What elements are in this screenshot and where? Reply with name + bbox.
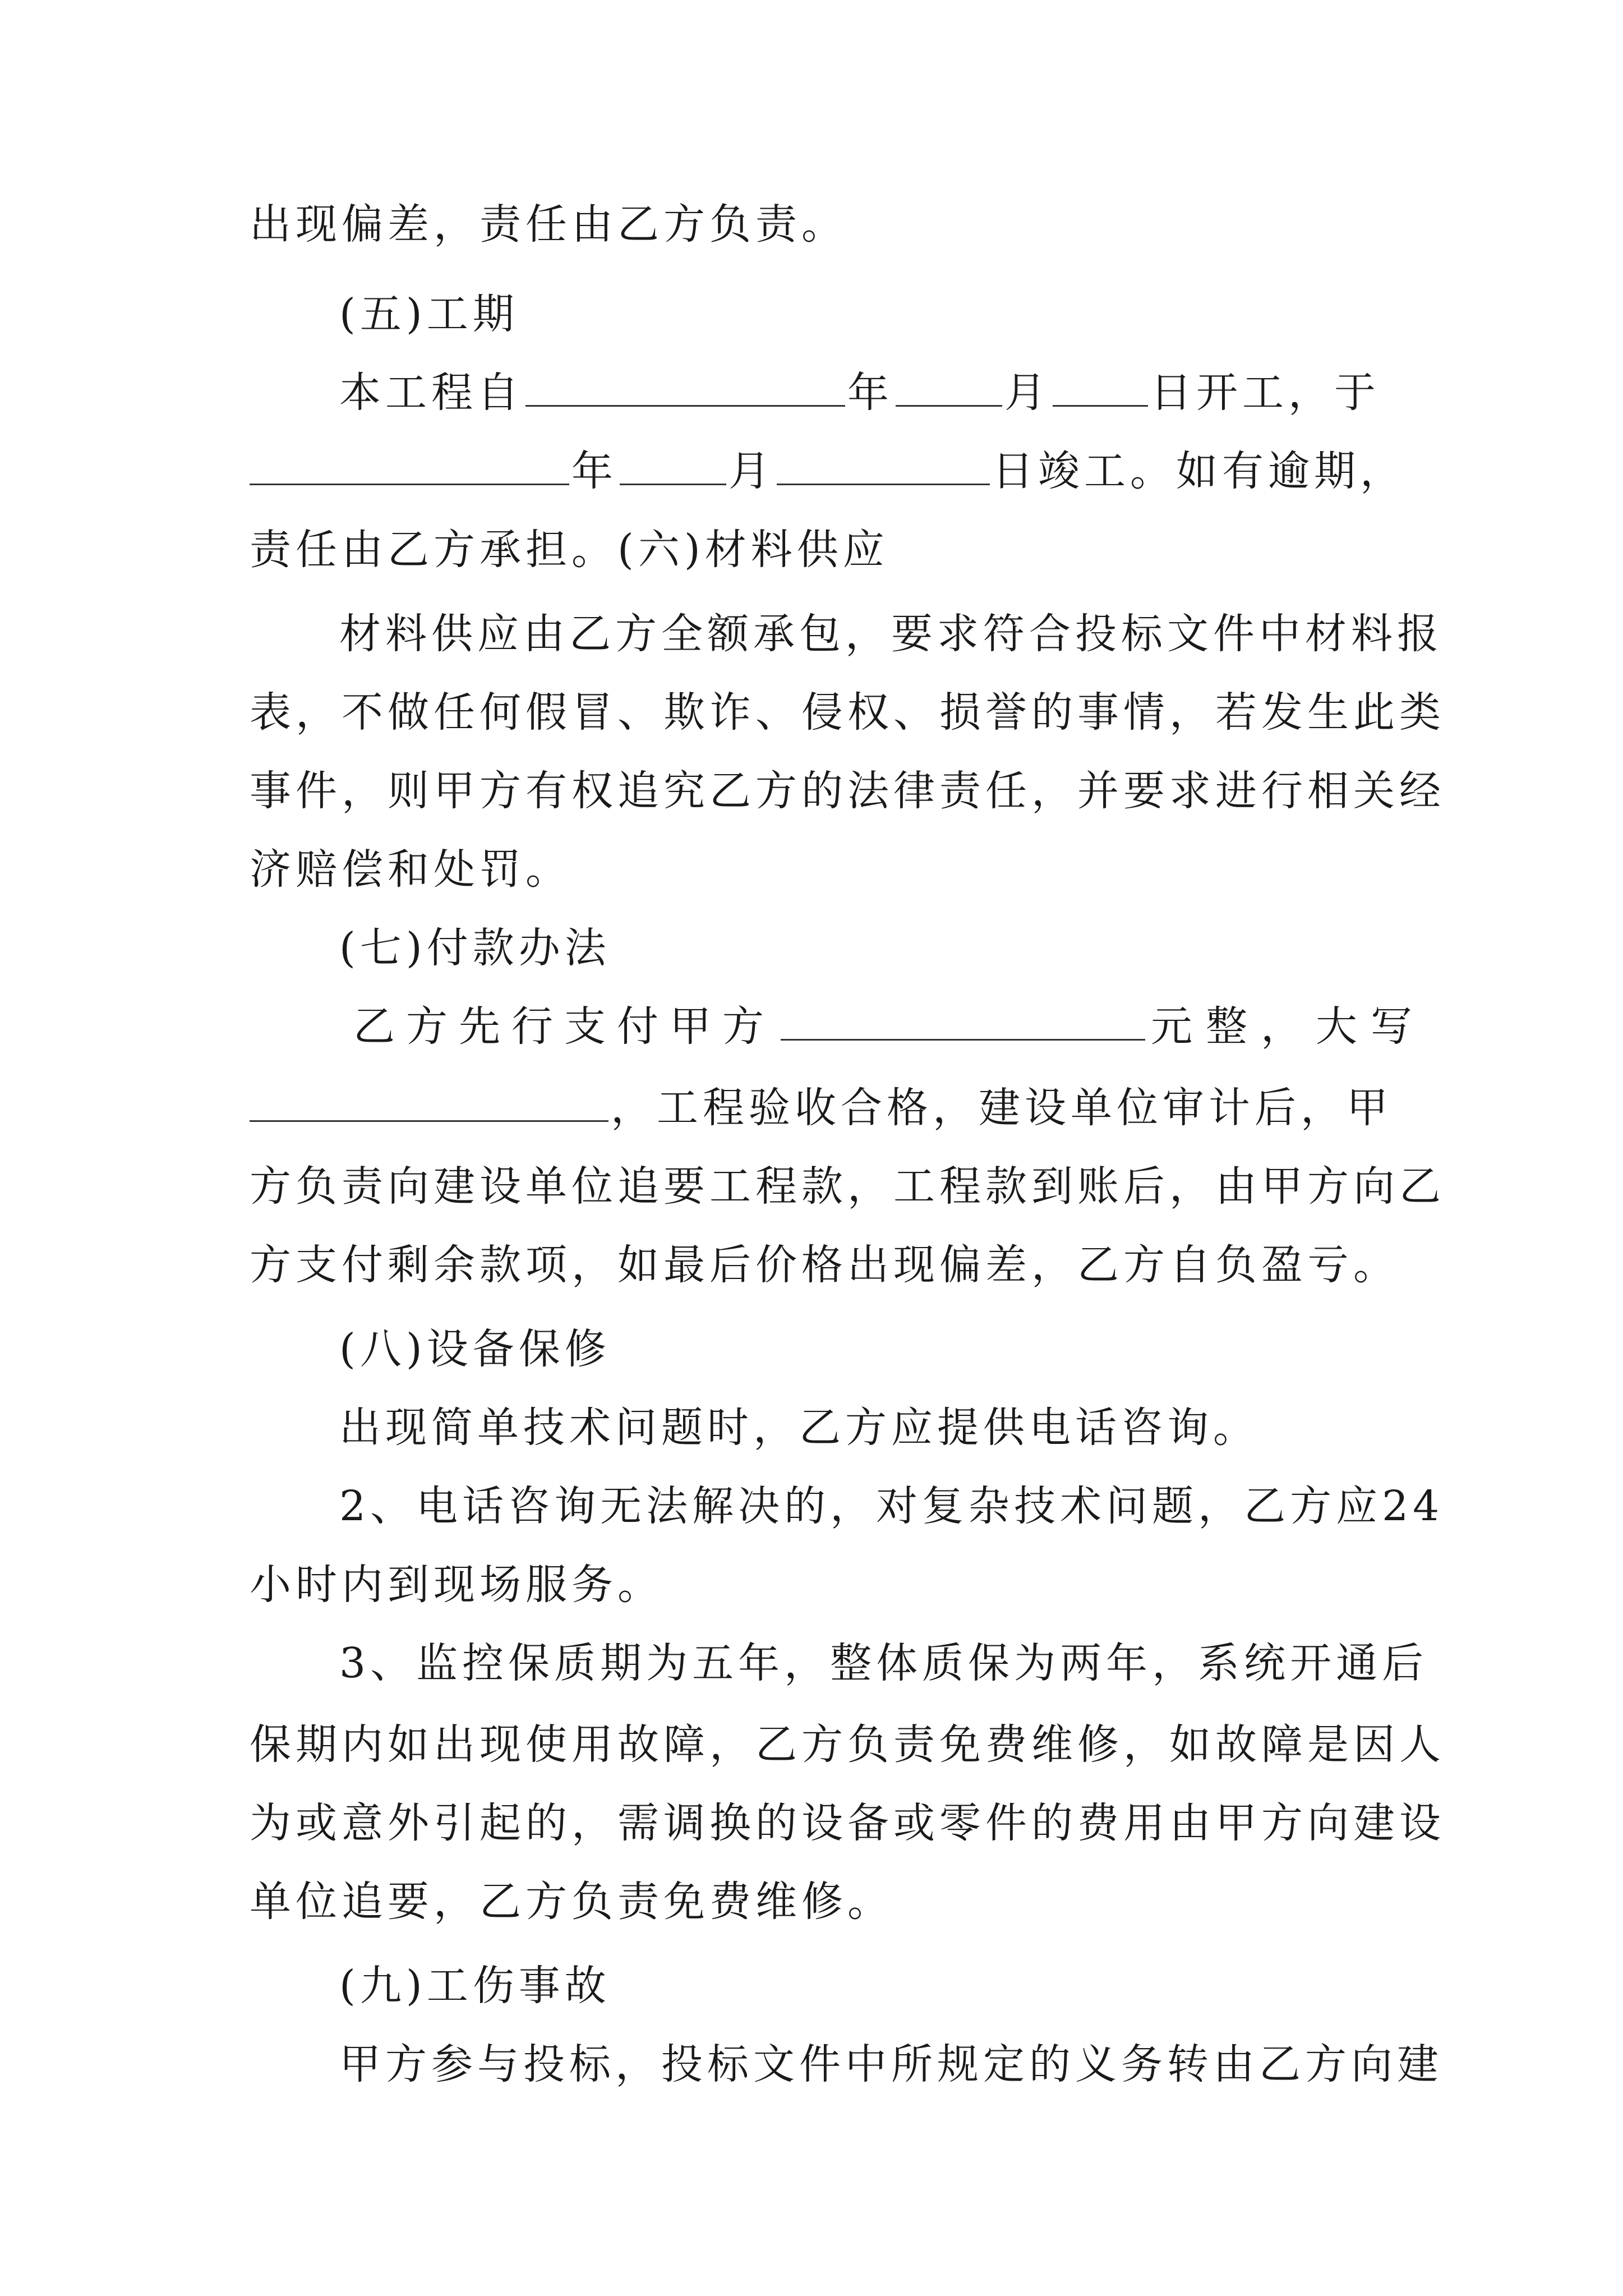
paragraph-line: 保期内如出现使用故障，乙方负责免费维修，如故障是因人: [250, 1720, 1445, 1769]
paragraph-line: 出现简单技术问题时，乙方应提供电话咨询。: [339, 1404, 1259, 1452]
fill-in-blank: [896, 368, 1002, 407]
fill-in-blank: [620, 447, 726, 485]
paragraph-line: [353, 999, 1426, 1055]
fill-in-blank: [250, 447, 569, 485]
text-fragment: 年: [571, 447, 617, 495]
paragraph-line: 方负责向建设单位追要工程款，工程款到账后，由甲方向乙: [250, 1162, 1445, 1211]
paragraph-line: 出现偏差，责任由乙方负责。: [250, 200, 847, 249]
fill-in-blank: [1053, 368, 1148, 407]
text-fragment: 月: [728, 447, 774, 495]
text-fragment: 乙方先行支付甲方: [353, 1002, 775, 1051]
paragraph-line: 2、电话咨询无法解决的，对复杂技术问题，乙方应24: [339, 1482, 1444, 1530]
paragraph-line: 甲方参与投标，投标文件中所规定的义务转由乙方向建: [339, 2040, 1443, 2088]
section-heading: (七)付款办法: [339, 924, 611, 972]
paragraph-line: 材料供应由乙方全额承包，要求符合投标文件中材料报: [339, 610, 1443, 658]
section-heading: (九)工伤事故: [339, 1962, 611, 2010]
text-fragment: 日竣工。如有逾期，: [992, 447, 1406, 495]
paragraph-line: 为或意外引起的，需调换的设备或零件的费用由甲方向建设: [250, 1799, 1445, 1847]
fill-in-blank: [781, 1002, 1145, 1041]
fill-in-blank: [777, 447, 990, 485]
paragraph-line: 3、监控保质期为五年，整体质保为两年，系统开通后: [339, 1639, 1428, 1687]
paragraph-line: [339, 365, 1380, 421]
text-fragment: 年: [847, 369, 893, 417]
paragraph-line: 小时内到现场服务。: [250, 1561, 663, 1609]
paragraph-line: 事件，则甲方有权追究乙方的法律责任，并要求进行相关经: [250, 767, 1445, 815]
paragraph-line: 表，不做任何假冒、欺诈、侵权、损誉的事情，若发生此类: [250, 688, 1445, 737]
text-fragment: 日开工，于: [1150, 369, 1380, 417]
paragraph-line: [250, 443, 1406, 499]
section-heading: (五)工期: [339, 290, 519, 338]
text-fragment: 月: [1004, 369, 1050, 417]
text-fragment: 本工程自: [339, 369, 523, 417]
paragraph-line: [250, 1080, 1393, 1136]
section-heading: (八)设备保修: [339, 1325, 611, 1373]
text-fragment: ，工程验收合格，建设单位审计后，甲: [611, 1084, 1393, 1132]
paragraph-line: 单位追要，乙方负责免费维修。: [250, 1878, 893, 1926]
paragraph-line: 济赔偿和处罚。: [250, 845, 571, 894]
paragraph-line: 责任由乙方承担。(六)材料供应: [250, 526, 889, 574]
fill-in-blank: [250, 1083, 608, 1122]
paragraph-line: 方支付剩余款项，如最后价格出现偏差，乙方自负盈亏。: [250, 1241, 1399, 1289]
text-fragment: 元整，大写: [1151, 1002, 1426, 1051]
fill-in-blank: [525, 368, 845, 407]
